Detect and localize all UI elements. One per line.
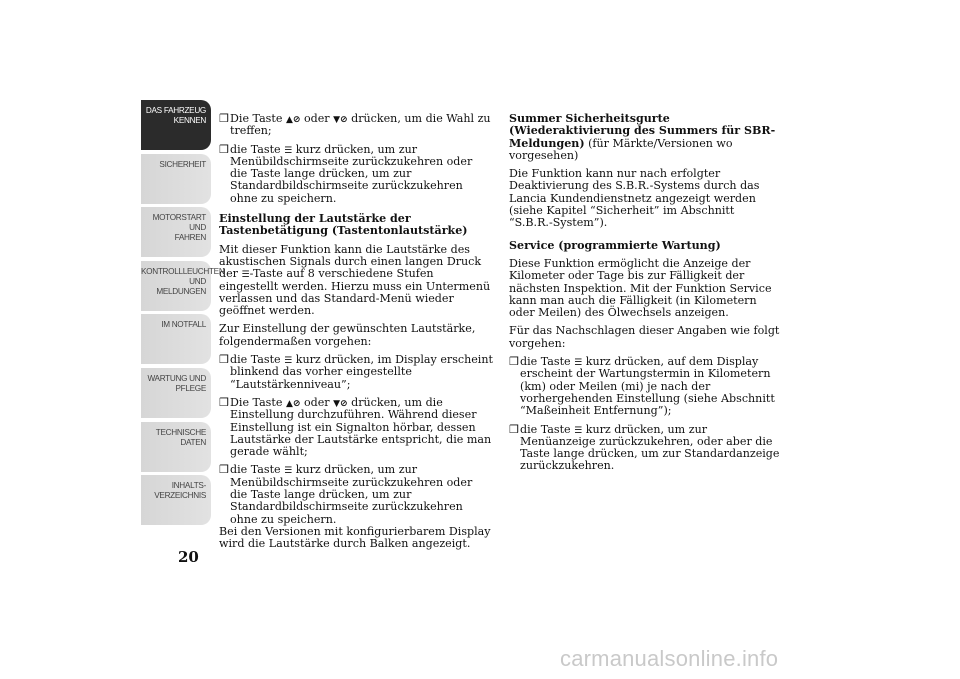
- list-item: ❒ die Taste ☰ kurz drücken, um zur Menüanzeige zurückzukehren, oder aber die Taste lange drücken, um zur Standardanzeige zurückzukehren.: [509, 422, 780, 473]
- checkbox-bullet-icon: ❒: [219, 463, 229, 477]
- up-key-icon: ▲⊘: [285, 115, 301, 125]
- checkbox-bullet-icon: ❒: [219, 142, 229, 156]
- section-heading-block: Summer Sicherheitsgurte (Wiederaktivierung des Summers für SBR-Meldungen) (für Märkte/Versionen wo vorgesehen): [509, 112, 776, 162]
- paragraph: Die Funktion kann nur nach erfolgter Deaktivierung des S.B.R.-Systems durch das Lancia Kundendienstnetz angezeigt werden (siehe Kapitel “Sicherheit” im Abschnitt “S.B.R.-System”).: [509, 167, 760, 230]
- list-item: ❒ die Taste ☰ kurz drücken, um zur Menübildschirmseite zurückzukehren oder die Taste lange drücken, um zur Standardbildschirmseite zurückzukehren ohne zu speichern.: [219, 142, 473, 205]
- paragraph: Diese Funktion ermöglicht die Anzeige der Kilometer oder Tage bis zur Fälligkeit der nächsten Inspektion. Mit der Funktion Service kann man auch die Fälligkeit (in Kilometern oder Meilen) des Ölwechsels anzeigen.: [509, 256, 772, 320]
- list-item: ❒ die Taste ☰ kurz drücken, um zur Menübildschirmseite zurückzukehren oder die Taste lange drücken, um zur Standardbildschirmseite zurückzukehren ohne zu speichern.: [219, 463, 473, 526]
- menu-key-icon: ☰: [574, 425, 583, 436]
- tab-das-fahrzeug-kennen[interactable]: DAS FAHRZEUG KENNEN: [141, 100, 211, 150]
- page-number: 20: [178, 548, 199, 566]
- paragraph: Mit dieser Funktion kann die Lautstärke des akustischen Signals durch einen langen Druck der ☰-Taste auf 8 verschiedene Stufen eingestellt werden. Hierzu muss ein Untermenü verlassen und das Standard-Menü wieder geöffnet werden.: [219, 242, 491, 318]
- list-item: ❒ Die Taste ▲⊘ oder ▼⊘ drücken, um die Einstellung durchzuführen. Während dieser Einstellung ist ein Signalton hörbar, dessen Lautstärke der Lautstärke entspricht, die man gerade wählt;: [219, 395, 492, 459]
- checkbox-bullet-icon: ❒: [509, 355, 519, 369]
- menu-key-icon: ☰: [284, 145, 293, 156]
- menu-key-icon: ☰: [241, 270, 250, 281]
- down-key-icon: ▼⊘: [333, 115, 348, 125]
- list-item: ❒ die Taste ☰ kurz drücken, auf dem Display erscheint der Wartungstermin in Kilometern (km) oder Meilen (mi) je nach der vorhergehenden Einstellung (siehe Abschnitt “Maßeinheit Entfernung”);: [509, 355, 775, 418]
- checkbox-bullet-icon: ❒: [219, 395, 229, 409]
- section-heading: Summer Sicherheitsgurte (Wiederaktivierung des Summers für SBR-Meldungen): [509, 112, 776, 150]
- checkbox-bullet-icon: ❒: [219, 112, 229, 125]
- tab-kontrollleuchten[interactable]: KONTROLLLEUCHTEN UND MELDUNGEN: [141, 261, 211, 311]
- section-tabs: [141, 100, 225, 529]
- menu-key-icon: ☰: [284, 466, 293, 477]
- down-key-icon: ▼⊘: [333, 398, 348, 409]
- menu-key-icon: ☰: [574, 358, 583, 369]
- paragraph: Bei den Versionen mit konfigurierbarem Display wird die Lautstärke durch Balken angezeigt.: [219, 524, 491, 551]
- section-heading: Einstellung der Lautstärke der Tastenbetätigung (Tastentonlautstärke): [219, 212, 468, 238]
- up-key-icon: ▲⊘: [285, 398, 301, 409]
- tab-wartung-und-pflege[interactable]: WARTUNG UND PFLEGE: [141, 368, 211, 418]
- section-heading: Service (programmierte Wartung): [509, 238, 721, 252]
- left-column: [219, 113, 493, 557]
- tab-im-notfall[interactable]: IM NOTFALL: [141, 314, 211, 364]
- tab-technische-daten[interactable]: TECHNISCHE DATEN: [141, 422, 211, 472]
- menu-key-icon: ☰: [284, 356, 293, 367]
- paragraph: Zur Einstellung der gewünschten Lautstärke, folgendermaßen vorgehen:: [219, 322, 476, 348]
- list-item: ❒ die Taste ☰ kurz drücken, im Display erscheint blinkend das vorher eingestellte “Lautstärkenniveau”;: [219, 353, 493, 391]
- tab-motorstart-und-fahren[interactable]: MOTORSTART UND FAHREN: [141, 207, 211, 257]
- watermark: carmanualsonline.info: [560, 646, 779, 671]
- checkbox-bullet-icon: ❒: [509, 422, 519, 436]
- paragraph: Für das Nachschlagen dieser Angaben wie folgt vorgehen:: [509, 324, 780, 350]
- right-column: [509, 113, 781, 479]
- tab-sicherheit[interactable]: SICHERHEIT: [141, 154, 211, 204]
- list-item: ❒ Die Taste ▲⊘ oder ▼⊘ drücken, um die Wahl zu treffen;: [219, 112, 491, 138]
- checkbox-bullet-icon: ❒: [219, 353, 229, 367]
- tab-inhaltsverzeichnis[interactable]: INHALTS- VERZEICHNIS: [141, 475, 211, 525]
